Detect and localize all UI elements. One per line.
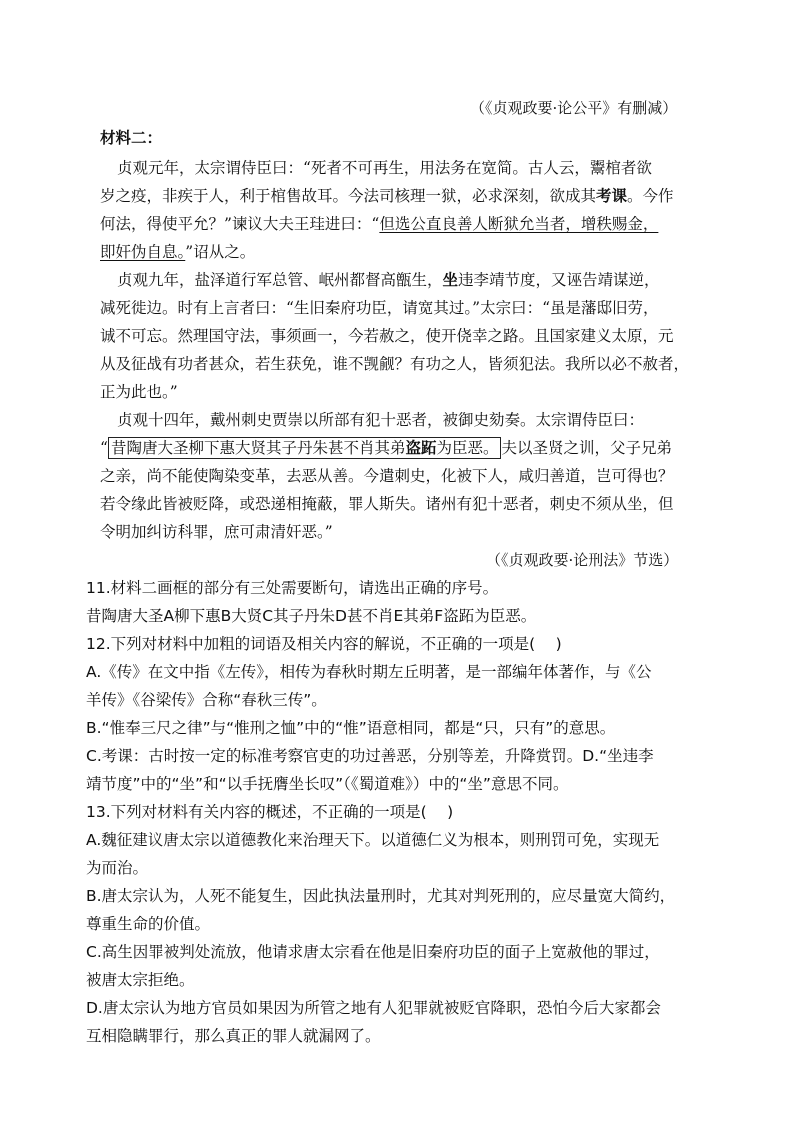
question-13-option-d-cont: 互相隐瞒罪行，那么真正的罪人就漏网了。 <box>86 1027 381 1045</box>
question-12-option-a-cont: 羊传》《谷梁传》合称“春秋三传”。 <box>86 691 327 709</box>
source-citation-2: （《贞观政要·论刑法》节选） <box>486 551 679 569</box>
source-citation-1: （《贞观政要·论公平》有删减） <box>470 99 678 117</box>
passage-line: 岁之疫，非疾于人，利于棺售故耳。今法司核理一狱，必求深刻，欲成其考课。今作 <box>100 186 674 205</box>
passage-line: 何法，得使平允？”谏议大夫王珪进曰：“但选公直良善人断狱允当者，增秩赐金， <box>100 215 659 233</box>
passage-line: 贞观元年，太宗谓侍臣曰：“死者不可再生，用法务在宽简。古人云，鬻棺者欲 <box>117 159 652 177</box>
question-12: 12.下列对材料中加粗的词语及相关内容的解说，不正确的一项是( ) <box>86 635 562 653</box>
passage-line: 诚不可忘。然理国守法，事须画一，今若赦之，使开侥幸之路。且国家建义太原，元 <box>100 327 674 345</box>
underlined-sentence-end: 即奸伪自息。 <box>100 243 186 261</box>
passage-line: 贞观九年，盐泽道行军总管、岷州都督高甑生，坐违李靖节度，又诬告靖谋逆， <box>117 270 660 289</box>
question-13-option-b-cont: 尊重生命的价值。 <box>86 915 211 933</box>
passage-line: 之亲，尚不能使陶染变革，去恶从善。今遣刺史，化被下人，咸归善道，岂可得也？ <box>100 467 674 485</box>
bold-term-kaoke: 考课 <box>596 186 628 205</box>
passage-line: 减死徙边。时有上言者曰：“生旧秦府功臣，请宽其过。”太宗曰：“虽是藩邸旧劳， <box>100 299 659 317</box>
question-12-option-c: C.考课：古时按一定的标准考察官吏的功过善恶，分别等差，升降赏罚。D.“坐违李 <box>86 747 654 765</box>
passage-line: 若令缘此皆被贬降，或恐递相掩蔽，罪人斯失。诸州有犯十恶者，刺史不须从坐，但 <box>100 495 674 513</box>
material-title: 材料二： <box>100 128 163 147</box>
question-12-option-c-cont: 靖节度”中的“坐”和“以手抚膺坐长叹”（《蜀道难》）中的“坐”意思不同。 <box>86 775 569 793</box>
passage-line: 贞观十四年，戴州刺史贾崇以所部有犯十恶者，被御史劾奏。太宗谓侍臣曰： <box>117 411 645 429</box>
question-13-option-a-cont: 为而治。 <box>86 859 149 877</box>
question-13-option-b: B.唐太宗认为，人死不能复生，因此执法量刑时，尤其对判死刑的，应尽量宽大简约， <box>86 887 676 905</box>
question-13-option-a: A.魏征建议唐太宗以道德教化来治理天下。以道德仁义为根本，则刑罚可免，实现无 <box>86 831 660 849</box>
question-13-option-c: C.高生因罪被判处流放，他请求唐太宗看在他是旧秦府功臣的面子上宽赦他的罪过， <box>86 943 660 961</box>
question-12-option-a: A.《传》在文中指《左传》，相传为春秋时期左丘明著，是一部编年体著作，与《公 <box>86 663 652 681</box>
question-13-option-d: D.唐太宗认为地方官员如果因为所管之地有人犯罪就被贬官降职，恐怕今后大家都会 <box>86 999 661 1017</box>
passage-line: “ 昔陶唐大圣柳下惠大贤其子丹朱甚不肖其弟盗跖为臣恶。 夫以圣贤之训，父子兄弟 <box>100 438 672 457</box>
underlined-sentence: 但选公直良善人断狱允当者，增秩赐金， <box>379 215 659 233</box>
boxed-passage: 昔陶唐大圣柳下惠大贤其子丹朱甚不肖其弟盗跖为臣恶。 <box>108 437 502 459</box>
question-13: 13.下列对材料有关内容的概述，不正确的一项是( ) <box>86 803 454 821</box>
bold-term-zuo: 坐 <box>442 270 459 289</box>
question-12-option-b: B.“惟奉三尺之律”与“惟刑之恤”中的“惟”语意相同，都是“只，只有”的意思。 <box>86 719 616 737</box>
question-13-option-c-cont: 被唐太宗拒绝。 <box>86 971 195 989</box>
passage-line: 令明加纠访科罪，庶可肃清奸恶。” <box>100 523 333 541</box>
passage-line: 即奸伪自息。”诏从之。 <box>100 243 256 261</box>
passage-line: 正为此也。” <box>100 383 178 401</box>
question-11: 11.材料二画框的部分有三处需要断句，请选出正确的序号。 <box>86 579 499 597</box>
question-11-sentence: 昔陶唐大圣A柳下惠B大贤C其子丹朱D甚不肖E其弟F盗跖为臣恶。 <box>86 607 537 625</box>
bold-term-daozhi: 盗跖 <box>405 438 437 457</box>
passage-line: 从及征战有功者甚众，若生获免，谁不觊觎？有功之人，皆须犯法。我所以必不赦者， <box>100 355 690 373</box>
